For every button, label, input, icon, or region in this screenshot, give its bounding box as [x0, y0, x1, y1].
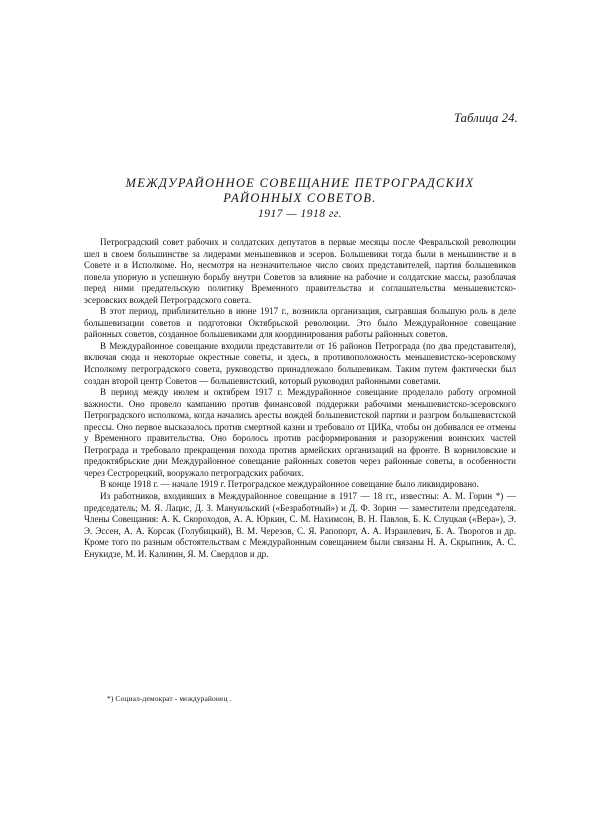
- paragraph: В Междурайонное совещание входили представители от 16 районов Петрограда (по два представителя), включая сюда и некоторые окрестные советы, и здесь, в противоположность меньшевистско-эсеровскому Исполкому петроградского совета, руководство принадлежало большевикам. Таким путем фактически был создан второй центр Советов — большевистский, который руководил районными советами.: [84, 340, 516, 386]
- title-line-2: РАЙОННЫХ СОВЕТОВ.: [223, 191, 377, 205]
- title-years: 1917 — 1918 гг.: [257, 208, 343, 220]
- paragraph: Петроградский совет рабочих и солдатских депутатов в первые месяцы после Февральской революции шел в своем большинстве за лидерами меньшевиков и эсеров. Большевики тогда были в меньшинстве и в Совете и в Исполкоме. Но, несмотря на незначительное число своих представителей, партия большевиков повела упорную и успешную борьбу внутри Советов за влияние на рабочие и солдатские массы, разоблачая перед ними предательскую политику Временного правительства и соглашательства меньшевистско-эсеровских вождей Петроградского совета.: [84, 237, 516, 305]
- paragraph: В этот период, приблизительно в июне 1917 г., возникла организация, сыгравшая большую роль в деле большевизации советов и подготовки Октябрьской революции. Это было Междурайонное совещание районных советов, созданное большевиками для координирования работы районных советов.: [84, 306, 516, 340]
- paragraph: В период между июлем и октябрем 1917 г. Междурайонное совещание проделало работу огромной важности. Оно провело кампанию против финансовой поддержки рабочими меньшевистско-эсеровского Петроградского исполкома, когда начались аресты вождей большевистской партии и разгром большевистской прессы. Оно первое высказалось против смертной казни и требовало от ЦИКа, чтобы он добивался ее отмены у Временного правительства. Оно боролось против расформирования и разоружения воинских частей Петрограда и требовало прекращения похода против армейских организаций на фронте. В корниловские и предоктябрьские дни Междурайонное совещание районных советов через районные советы, в особенности через Сестрорецкий, вооружало петроградских рабочих.: [84, 387, 516, 478]
- paragraph: В конце 1918 г. — начале 1919 г. Петроградское междурайонное совещание было ликвидировано.: [100, 479, 479, 490]
- title-line-1: МЕЖДУРАЙОННОЕ СОВЕЩАНИЕ ПЕТРОГРАДСКИХ: [125, 176, 475, 190]
- body-text: [84, 237, 516, 560]
- title-block: [0, 176, 600, 220]
- table-label: Таблица 24.: [453, 111, 518, 125]
- footnote: *) Социал-демократ - междурайонец .: [107, 694, 232, 703]
- paragraph: Из работников, входивших в Междурайонное совещание в 1917 — 18 гг., известны: А. М. Горин *) — председатель; М. Я. Лацис, Д. З. Мануильский («Безработный») и Д. Ф. Зорин — заместители председателя. Члены Совещания: А. К. Скороходов, А. А. Юркин, С. М. Нахимсон, В. Н. Павлов, Б. К. Слуцкая («Вера»), Э. Э. Эссен, А. А. Корсак (Голубицкий), В. М. Черезов, С. Я. Рапопорт, А. А. Израилевич, Б. А. Творогов и др. Кроме того по разным обстоятельствам с Междурайонным совещанием были связаны Н. А. Скрыпник, А. С. Енукидзе, М. И. Калинин, Я. М. Свердлов и др.: [84, 491, 516, 559]
